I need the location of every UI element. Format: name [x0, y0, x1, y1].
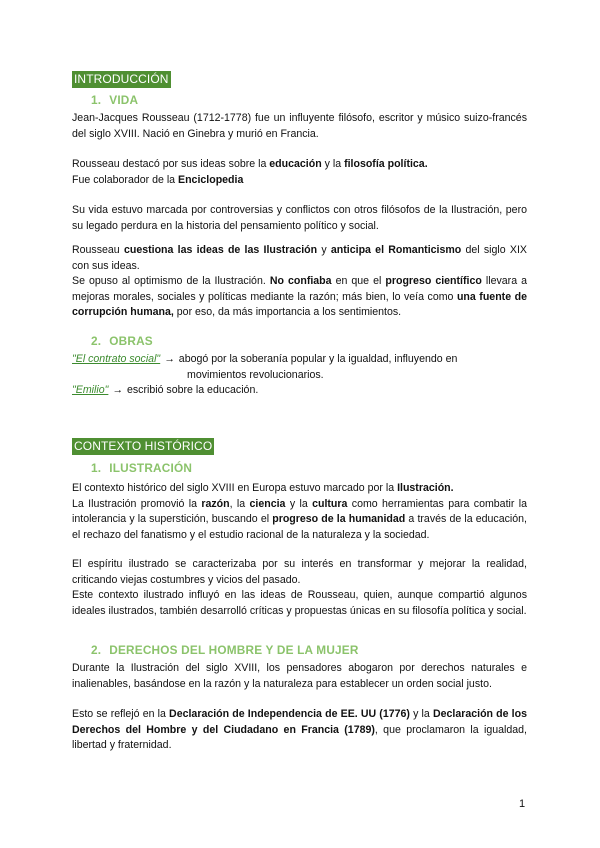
obras-list [72, 352, 527, 399]
subheading-number: 1. [91, 93, 102, 107]
subheading-title: ILUSTRACIÓN [109, 461, 193, 475]
section-heading-contexto: CONTEXTO HISTÓRICO [74, 439, 213, 453]
subheading-number: 2. [91, 334, 102, 348]
subheading-title: OBRAS [109, 334, 153, 348]
subheading-title: VIDA [109, 93, 139, 107]
paragraph-vida-3: Su vida estuvo marcada por controversias y conflictos con otros filósofos de la Ilustración, pero su legado perdura en la historia del pensamiento político y social. [72, 204, 527, 232]
subheading-number: 2. [91, 643, 102, 657]
arrow-icon: → [164, 353, 175, 365]
list-item: "Emilio" → escribió sobre la educación. [72, 384, 259, 396]
work-title-contrato-social: "El contrato social" [72, 353, 161, 365]
subheading-ilustracion [91, 461, 192, 475]
arrow-icon: → [112, 384, 123, 396]
list-item: "El contrato social" → abogó por la soberanía popular y la igualdad, influyendo en [72, 353, 458, 365]
paragraph-vida-2: Rousseau destacó por sus ideas sobre la educación y la filosofía política. Fue colaborador de la Enciclopedia [72, 158, 428, 186]
paragraph-ilustracion-2: El espíritu ilustrado se caracterizaba por su interés en transformar y mejorar la realidad, criticando viejas costumbres y vicios del pasado. Este contexto ilustrado influyó en las ideas de Rousseau, quien, aunque compartió algunos ideales ilustrados, también desarrolló críticas y propuestas únicas en su filosofía política y social. [72, 558, 527, 617]
paragraph-ilustracion-1: El contexto histórico del siglo XVIII en Europa estuvo marcado por la Ilustración. La Ilustración promovió la razón, la ciencia y la cultura como herramientas para combatir la intolerancia y la superstición, buscando el progreso de la humanidad a través de la educación, el rechazo del fanatismo y el estudio racional de la naturaleza y la sociedad. [72, 482, 528, 541]
list-item-continuation: movimientos revolucionarios. [187, 368, 324, 381]
subheading-obras [91, 334, 153, 348]
paragraph-vida-4: Rousseau cuestiona las ideas de las Ilustración y anticipa el Romanticismo del siglo XIX con sus ideas. Se opuso al optimismo de la Ilustración. No confiaba en que el progreso científico llevara a mejoras morales, sociales y políticas mediante la razón; más bien, lo veía como una fuente de corrupción humana, por eso, da más importancia a los sentimientos. [72, 244, 528, 318]
work-title-emilio: "Emilio" [72, 384, 109, 396]
paragraph-vida-1: Jean-Jacques Rousseau (1712-1778) fue un influyente filósofo, escritor y músico suizo-francés del siglo XVIII. Nació en Ginebra y murió en Francia. [72, 112, 527, 140]
subheading-derechos [91, 643, 359, 657]
page-number: 1 [519, 798, 526, 810]
subheading-title: DERECHOS DEL HOMBRE Y DE LA MUJER [109, 643, 359, 657]
subheading-number: 1. [91, 461, 102, 475]
paragraph-derechos-1: Durante la Ilustración del siglo XVIII, los pensadores abogaron por derechos naturales e inalienables, basándose en la razón y la naturaleza para establecer un orden social justo. [72, 662, 527, 690]
subheading-vida [91, 93, 138, 107]
paragraph-derechos-2: Esto se reflejó en la Declaración de Independencia de EE. UU (1776) y la Declaración de los Derechos del Hombre y del Ciudadano en Francia (1789), que proclamaron la igualdad, libertad y fraternidad. [72, 708, 527, 751]
section-heading-introduccion: INTRODUCCIÓN [74, 72, 169, 86]
